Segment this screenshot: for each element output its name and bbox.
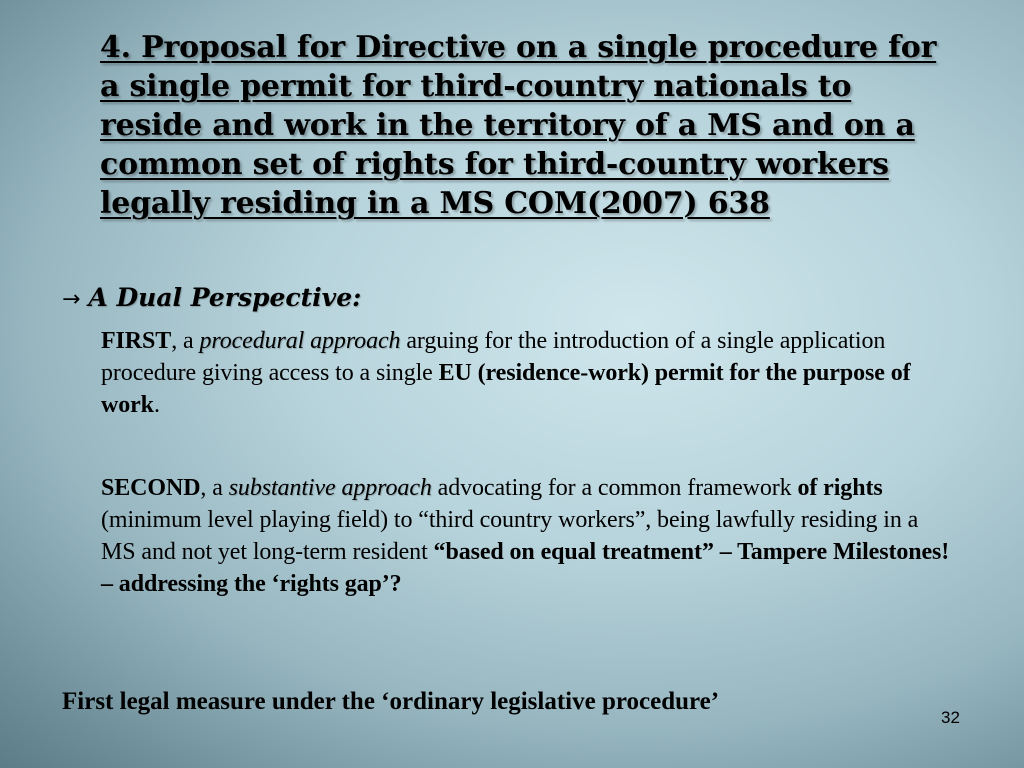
right-arrow-icon: → xyxy=(62,287,81,312)
first-text-2: arguing for the introduction of a single application procedure giving access to a single xyxy=(101,328,886,386)
second-paragraph xyxy=(101,472,951,600)
second-text-1: , a xyxy=(200,475,229,501)
perspective-heading xyxy=(62,282,361,316)
second-text-2: advocating for a common framework xyxy=(431,475,798,501)
second-rights: of rights xyxy=(797,475,883,501)
first-bold-end: EU (residence-work) permit for the purpose of work xyxy=(101,360,911,418)
first-paragraph xyxy=(101,325,951,421)
second-text-3: (minimum level playing field) to “third country workers”, being lawfully residing in a MS and not yet long-term resident xyxy=(101,507,919,565)
page-number: 32 xyxy=(941,708,960,727)
first-lead: FIRST xyxy=(101,328,172,354)
first-text-3: . xyxy=(153,392,160,418)
perspective-label: A Dual Perspective: xyxy=(88,283,362,312)
second-bold-end: “based on equal treatment” – Tampere Milestones! – addressing the ‘rights gap’? xyxy=(101,539,950,597)
procedural-approach: procedural approach xyxy=(199,328,401,354)
substantive-approach: substantive approach xyxy=(228,475,432,501)
slide-title: 4. Proposal for Directive on a single procedure for a single permit for third-country nationals to reside and work in the territory of a MS and on a common set of rights for third-country workers legally residing in a MS COM(2007) 638 xyxy=(100,30,937,221)
bottom-statement: First legal measure under the ‘ordinary legislative procedure’ xyxy=(62,688,720,715)
first-text-1: , a xyxy=(171,328,200,354)
second-lead: SECOND xyxy=(101,475,201,501)
